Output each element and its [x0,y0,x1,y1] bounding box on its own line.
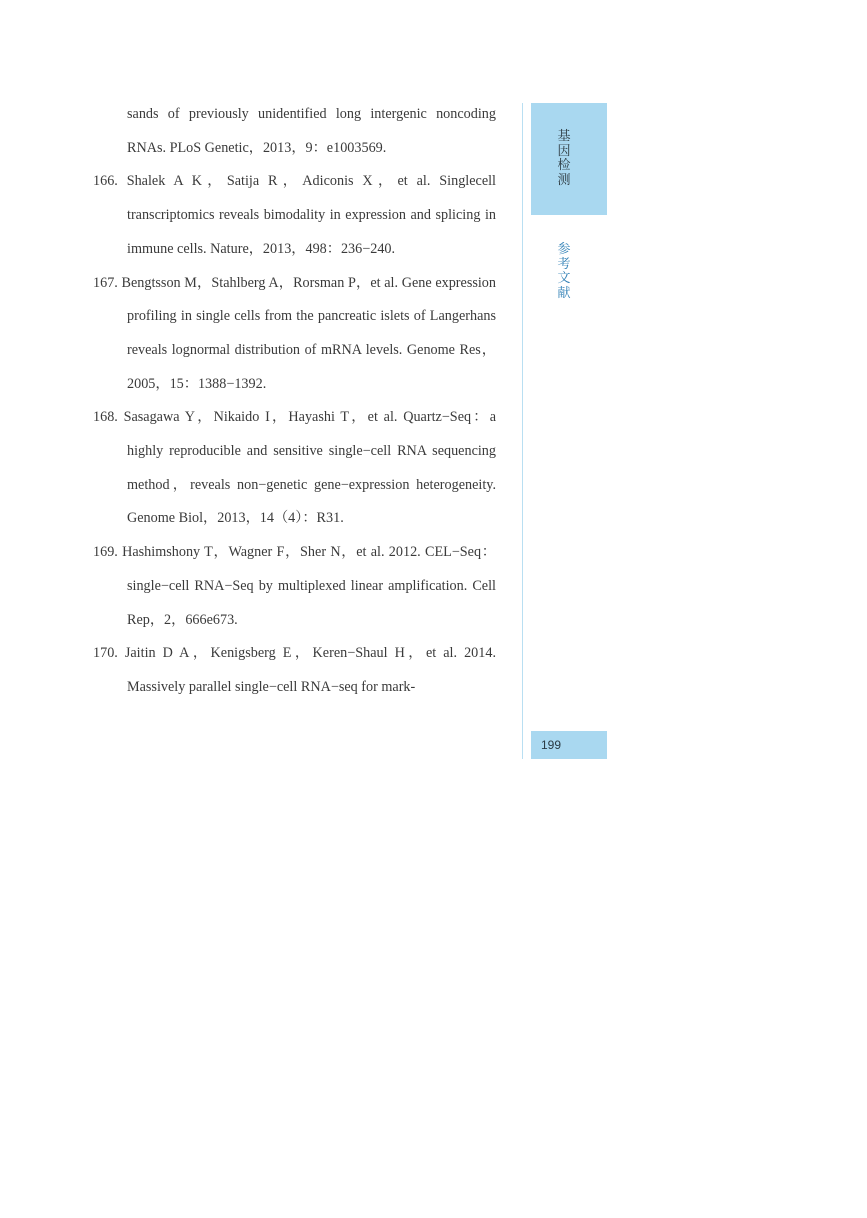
page-number: 199 [541,738,562,752]
reference-item: 168. Sasagawa Y，Nikaido I，Hayashi T，et al. Quartz−Seq：a highly reproducible and sensitive single−cell RNA sequencing method，reveals non−genetic gene−expression heterogeneity. Genome Biol，2013，14（4）：R31. [93,409,496,527]
chapter-title [556,130,572,188]
sidebar-char: 文 [557,271,571,286]
section-title [556,243,572,301]
sidebar-char: 检 [557,158,571,173]
reference-item: 166. Shalek A K，Satija R，Adiconis X，et al. Singlecell transcriptomics reveals bimodality in expression and splicing in immune cells. Nature，2013，498：236−240. [93,173,496,257]
reference-list [93,98,496,705]
reference-item: 170. Jaitin D A，Kenigsberg E，Keren−Shaul H，et al. 2014. Massively parallel single−cell RNA−seq for mark- [93,645,496,695]
sidebar-char: 参 [557,242,571,257]
sidebar-char: 基 [557,129,571,144]
reference-item: 167. Bengtsson M，Stahlberg A，Rorsman P，et al. Gene expression profiling in single cells from the pancreatic islets of Langerhans reveals lognormal distribution of mRNA levels. Genome Res，2005，15：1388−1392. [93,274,496,392]
reference-item: 169. Hashimshony T，Wagner F，Sher N，et al. 2012. CEL−Seq：single−cell RNA−Seq by multiplexed linear amplification. Cell Rep，2，666e673. [93,544,496,628]
margin-divider [522,103,523,759]
sidebar-char: 考 [557,256,571,272]
reference-item: sands of previously unidentified long intergenic noncoding RNAs. PLoS Genetic，2013，9：e1003569. [127,106,496,156]
sidebar-char: 测 [557,172,571,188]
page-number-box [531,731,607,759]
sidebar-char: 献 [557,285,571,301]
sidebar-char: 因 [557,143,571,159]
